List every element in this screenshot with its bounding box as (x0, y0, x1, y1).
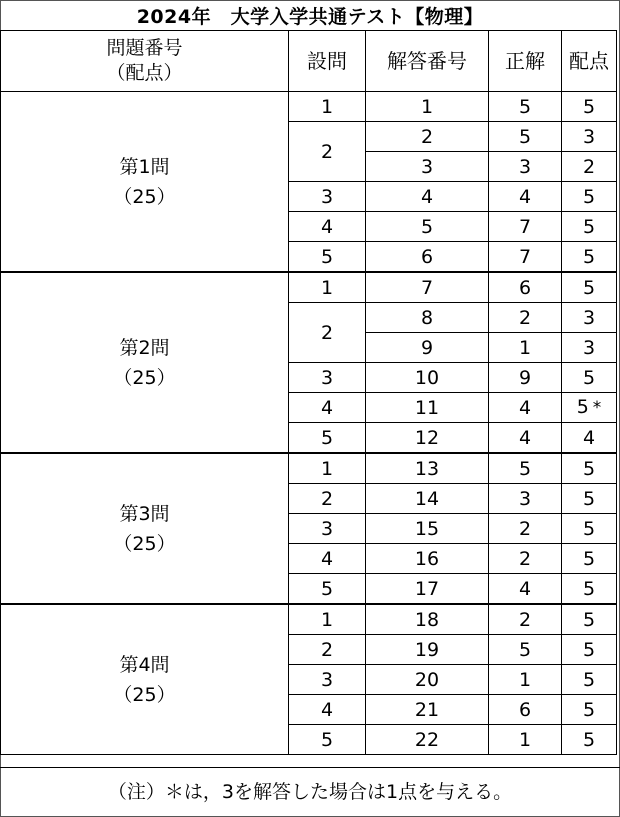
points-cell (562, 393, 617, 423)
points-cell (562, 272, 617, 303)
header-sub: 設問 (289, 31, 366, 92)
header-correct: 正解 (489, 31, 562, 92)
answer-no-cell: 8 (366, 303, 489, 333)
question-label: 第4問 (119, 653, 170, 676)
correct-cell: 2 (489, 303, 562, 333)
sub-cell: 1 (289, 272, 366, 303)
points-value: 5 (582, 547, 596, 570)
points-cell (562, 363, 617, 393)
correct-cell: 1 (489, 665, 562, 695)
answer-no-cell: 22 (366, 725, 489, 755)
sub-cell: 5 (289, 242, 366, 273)
answer-no-cell: 21 (366, 695, 489, 725)
answer-table (0, 30, 617, 755)
answer-no-cell: 16 (366, 544, 489, 574)
sub-cell: 4 (289, 695, 366, 725)
points-cell (562, 152, 617, 182)
points-cell (562, 182, 617, 212)
correct-cell: 4 (489, 182, 562, 212)
answer-no-cell: 19 (366, 635, 489, 665)
header-answer-no: 解答番号 (366, 31, 489, 92)
sub-cell: 2 (289, 484, 366, 514)
points-value: 5 (582, 608, 596, 631)
answer-no-cell: 4 (366, 182, 489, 212)
sub-cell: 2 (289, 303, 366, 363)
points-value: 5 (582, 95, 596, 118)
correct-cell: 1 (489, 333, 562, 363)
correct-cell: 3 (489, 152, 562, 182)
header-row (1, 31, 617, 92)
table-row (1, 453, 617, 484)
answer-no-cell: 7 (366, 272, 489, 303)
points-value: 5 (576, 396, 589, 418)
points-value: 5 (582, 457, 596, 480)
points-value: 3 (582, 336, 596, 359)
sub-cell: 2 (289, 635, 366, 665)
points-value: 3 (582, 306, 596, 329)
answer-no-cell: 9 (366, 333, 489, 363)
question-cell (1, 92, 289, 273)
question-label: 第2問 (119, 336, 170, 359)
footnote: （注）＊は，3を解答した場合は1点を与える。 (0, 767, 620, 816)
answer-no-cell: 18 (366, 604, 489, 635)
answer-no-cell: 13 (366, 453, 489, 484)
table-row (1, 92, 617, 122)
sub-cell: 3 (289, 665, 366, 695)
points-cell (562, 122, 617, 152)
points-value: 5 (582, 698, 596, 721)
correct-cell: 2 (489, 604, 562, 635)
sub-cell: 1 (289, 453, 366, 484)
question-score: （25） (113, 683, 176, 706)
header-question-line2: （配点） (106, 62, 183, 84)
sub-cell: 5 (289, 574, 366, 605)
answer-no-cell: 11 (366, 393, 489, 423)
question-score: （25） (113, 532, 176, 555)
correct-cell: 2 (489, 514, 562, 544)
correct-cell: 4 (489, 393, 562, 423)
sub-cell: 5 (289, 423, 366, 454)
points-cell (562, 695, 617, 725)
answer-no-cell: 3 (366, 152, 489, 182)
points-value: 5 (582, 728, 596, 751)
points-cell (562, 635, 617, 665)
points-value: 5 (582, 245, 596, 268)
points-cell (562, 665, 617, 695)
points-value: 5 (582, 215, 596, 238)
correct-cell: 7 (489, 242, 562, 273)
points-value: 5 (582, 487, 596, 510)
points-value: 5 (582, 276, 596, 299)
points-value: 2 (582, 155, 596, 178)
header-question (1, 31, 289, 92)
answer-no-cell: 20 (366, 665, 489, 695)
points-cell (562, 423, 617, 454)
table-row (1, 272, 617, 303)
answer-no-cell: 17 (366, 574, 489, 605)
points-cell (562, 544, 617, 574)
sub-cell: 4 (289, 544, 366, 574)
correct-cell: 7 (489, 212, 562, 242)
answer-no-cell: 2 (366, 122, 489, 152)
question-label: 第3問 (119, 502, 170, 525)
correct-cell: 3 (489, 484, 562, 514)
correct-cell: 5 (489, 453, 562, 484)
table-row (1, 604, 617, 635)
page-title: 2024年 大学入学共通テスト【物理】 (136, 6, 484, 28)
sub-cell: 4 (289, 212, 366, 242)
points-cell (562, 92, 617, 122)
correct-cell: 6 (489, 695, 562, 725)
points-cell (562, 333, 617, 363)
sub-cell: 3 (289, 514, 366, 544)
points-value: 3 (582, 125, 596, 148)
correct-cell: 4 (489, 423, 562, 454)
points-value: 5 (582, 577, 596, 600)
points-cell (562, 514, 617, 544)
sub-cell: 2 (289, 122, 366, 182)
question-cell (1, 272, 289, 453)
question-cell (1, 604, 289, 755)
question-label: 第1問 (119, 155, 170, 178)
answer-no-cell: 10 (366, 363, 489, 393)
header-question-line1: 問題番号 (106, 37, 183, 59)
correct-cell: 5 (489, 92, 562, 122)
correct-cell: 5 (489, 635, 562, 665)
points-value: 5 (582, 366, 596, 389)
answer-no-cell: 12 (366, 423, 489, 454)
points-value: 5 (582, 517, 596, 540)
correct-cell: 5 (489, 122, 562, 152)
answer-no-cell: 15 (366, 514, 489, 544)
points-cell (562, 453, 617, 484)
correct-cell: 4 (489, 574, 562, 605)
sub-cell: 1 (289, 604, 366, 635)
points-cell (562, 725, 617, 755)
answer-no-cell: 14 (366, 484, 489, 514)
points-value: 5 (582, 668, 596, 691)
points-cell (562, 604, 617, 635)
question-cell (1, 453, 289, 604)
points-value: 5 (582, 185, 596, 208)
points-cell (562, 484, 617, 514)
correct-cell: 1 (489, 725, 562, 755)
answer-no-cell: 6 (366, 242, 489, 273)
points-value: 5 (582, 638, 596, 661)
correct-cell: 9 (489, 363, 562, 393)
correct-cell: 2 (489, 544, 562, 574)
header-points: 配点 (562, 31, 617, 92)
points-cell (562, 212, 617, 242)
answer-no-cell: 5 (366, 212, 489, 242)
question-score: （25） (113, 366, 176, 389)
points-value: 4 (582, 426, 596, 449)
points-cell (562, 303, 617, 333)
sub-cell: 1 (289, 92, 366, 122)
note-mark: * (592, 398, 602, 418)
answer-no-cell: 1 (366, 92, 489, 122)
sub-cell: 5 (289, 725, 366, 755)
points-cell (562, 242, 617, 273)
correct-cell: 6 (489, 272, 562, 303)
sub-cell: 3 (289, 363, 366, 393)
points-cell (562, 574, 617, 605)
sub-cell: 4 (289, 393, 366, 423)
question-score: （25） (113, 185, 176, 208)
sub-cell: 3 (289, 182, 366, 212)
